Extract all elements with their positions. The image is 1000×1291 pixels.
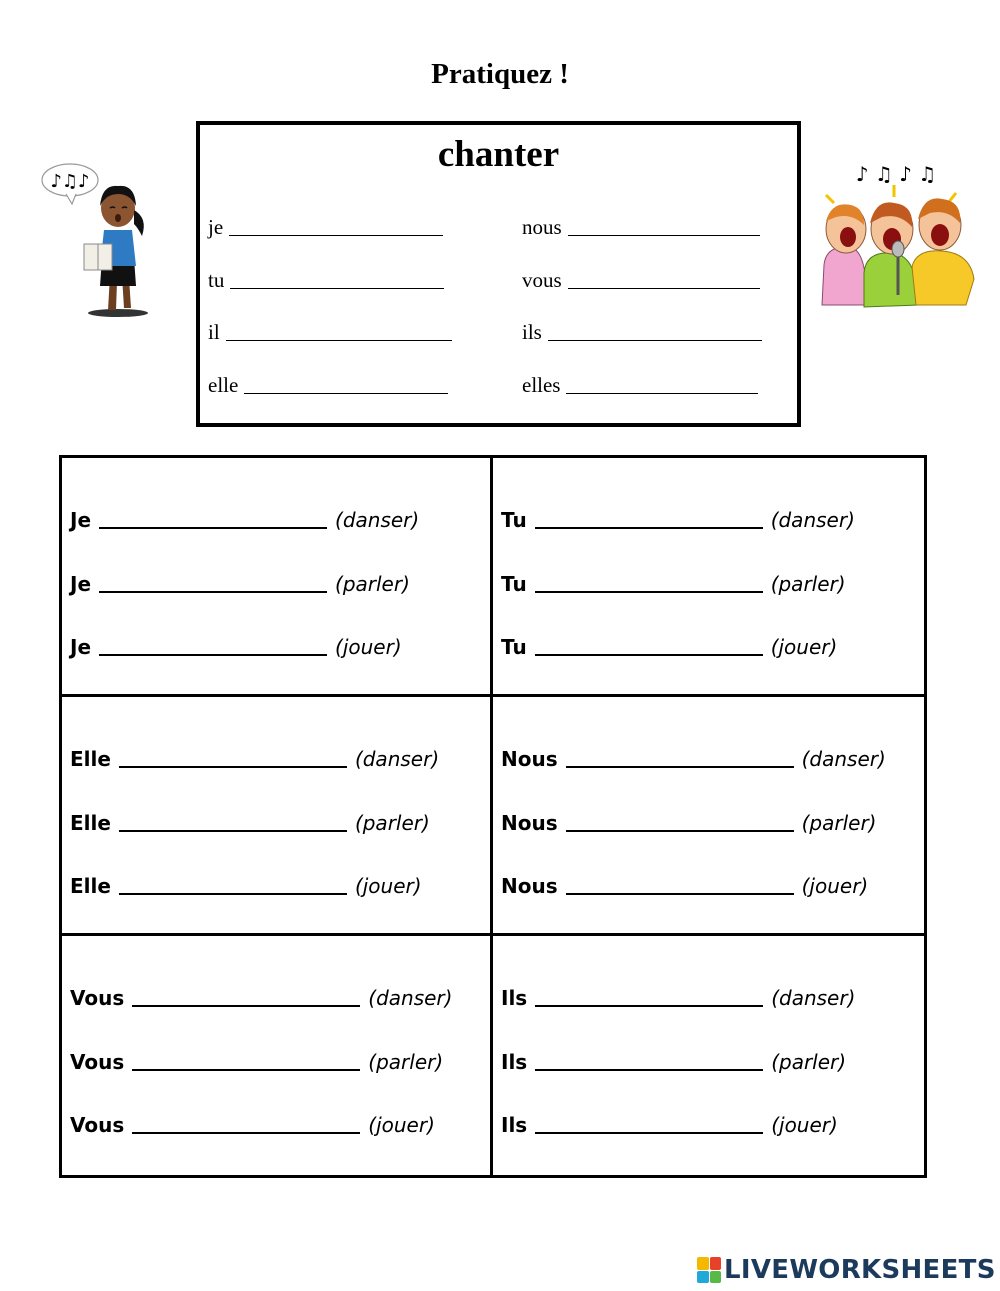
exercise-pronoun: Elle (70, 811, 111, 835)
exercise-line (70, 572, 410, 596)
exercise-cell-tu (493, 458, 924, 697)
exercise-verb: (parler) (354, 811, 430, 835)
exercise-verb: (jouer) (335, 635, 402, 659)
pronoun-label: nous (522, 215, 562, 239)
exercise-pronoun: Vous (70, 1050, 125, 1074)
exercise-line (70, 986, 452, 1010)
exercise-cell-elle (62, 697, 493, 936)
answer-blank[interactable] (566, 379, 758, 394)
answer-blank[interactable] (226, 326, 452, 341)
answer-blank[interactable] (244, 379, 448, 394)
exercise-pronoun: Nous (501, 811, 558, 835)
exercise-verb: (danser) (368, 986, 453, 1010)
exercise-line (501, 1050, 846, 1074)
exercise-line (501, 1113, 838, 1137)
exercise-line (501, 572, 846, 596)
singing-girl-illustration (38, 158, 168, 318)
logo-square (697, 1271, 709, 1284)
exercise-pronoun: Ils (501, 1113, 528, 1137)
exercise-verb: (jouer) (770, 635, 838, 659)
answer-blank[interactable] (119, 748, 347, 768)
brand-logo-icon (697, 1257, 721, 1283)
exercise-pronoun: Vous (70, 1113, 125, 1137)
brand-watermark[interactable] (697, 1255, 996, 1285)
exercise-grid (59, 455, 927, 1178)
exercise-line (70, 1113, 435, 1137)
answer-blank[interactable] (568, 274, 760, 289)
answer-blank[interactable] (229, 221, 443, 236)
exercise-pronoun: Tu (501, 572, 527, 596)
exercise-verb: (jouer) (801, 874, 869, 898)
exercise-pronoun: Je (70, 635, 92, 659)
answer-blank[interactable] (230, 274, 444, 289)
brand-name: LIVEWORKSHEETS (724, 1255, 996, 1285)
pronoun-label: ils (522, 320, 542, 344)
exercise-line (501, 811, 877, 835)
exercise-pronoun: Ils (501, 986, 528, 1010)
answer-blank[interactable] (132, 1051, 360, 1071)
answer-blank[interactable] (548, 326, 762, 341)
exercise-pronoun: Elle (70, 747, 111, 771)
answer-blank[interactable] (99, 636, 327, 656)
conj-row-tu (208, 268, 444, 293)
exercise-cell-je (62, 458, 493, 697)
exercise-line (70, 635, 402, 659)
exercise-verb: (danser) (771, 986, 856, 1010)
pronoun-label: il (208, 320, 220, 344)
exercise-verb: (parler) (771, 1050, 847, 1074)
exercise-cell-vous (62, 936, 493, 1175)
exercise-line (501, 747, 886, 771)
conj-row-vous (522, 268, 760, 293)
answer-blank[interactable] (132, 1114, 360, 1134)
answer-blank[interactable] (566, 748, 794, 768)
exercise-pronoun: Je (70, 572, 92, 596)
conjugation-verb: chanter (437, 134, 560, 175)
conj-row-elle (208, 373, 448, 398)
pronoun-label: elle (208, 373, 239, 397)
conj-row-il (208, 320, 452, 345)
page-title: Pratiquez ! (431, 58, 569, 90)
exercise-line (501, 986, 855, 1010)
exercise-line (70, 811, 430, 835)
answer-blank[interactable] (566, 875, 794, 895)
conj-row-ils (522, 320, 762, 345)
answer-blank[interactable] (99, 573, 327, 593)
exercise-pronoun: Tu (501, 635, 527, 659)
exercise-pronoun: Nous (501, 874, 558, 898)
exercise-cell-nous (493, 697, 924, 936)
exercise-verb: (parler) (368, 1050, 444, 1074)
exercise-line (70, 508, 419, 532)
exercise-verb: (parler) (770, 572, 846, 596)
pronoun-label: tu (208, 268, 225, 292)
logo-square (697, 1257, 709, 1270)
exercise-pronoun: Nous (501, 747, 558, 771)
pronoun-label: elles (522, 373, 561, 397)
exercise-line (501, 874, 868, 898)
exercise-pronoun: Elle (70, 874, 111, 898)
conjugation-box (196, 121, 801, 427)
exercise-verb: (danser) (354, 747, 440, 771)
exercise-verb: (parler) (335, 572, 410, 596)
answer-blank[interactable] (99, 509, 327, 529)
exercise-pronoun: Je (70, 508, 92, 532)
conj-row-nous (522, 215, 760, 240)
exercise-verb: (danser) (801, 747, 886, 771)
music-notes-icon: ♪ ♫ ♪ ♫ (855, 162, 937, 186)
exercise-verb: (jouer) (771, 1113, 838, 1137)
exercise-verb: (parler) (801, 811, 877, 835)
answer-blank[interactable] (566, 812, 794, 832)
answer-blank[interactable] (535, 987, 763, 1007)
music-notes-icon: ♪♫♪ (50, 171, 90, 192)
exercise-line (70, 874, 422, 898)
exercise-pronoun: Ils (501, 1050, 528, 1074)
exercise-pronoun: Vous (70, 986, 125, 1010)
answer-blank[interactable] (568, 221, 760, 236)
exercise-verb: (danser) (335, 508, 420, 532)
exercise-line (501, 635, 837, 659)
logo-square (710, 1257, 722, 1270)
singing-group-illustration (806, 155, 984, 325)
exercise-verb: (jouer) (368, 1113, 435, 1137)
exercise-pronoun: Tu (501, 508, 527, 532)
pronoun-label: vous (522, 268, 562, 292)
conj-row-je (208, 215, 443, 240)
logo-square (710, 1271, 722, 1284)
answer-blank[interactable] (535, 573, 763, 593)
answer-blank[interactable] (119, 812, 347, 832)
answer-blank[interactable] (535, 636, 763, 656)
pronoun-label: je (208, 215, 224, 239)
exercise-line (70, 747, 439, 771)
answer-blank[interactable] (119, 875, 347, 895)
answer-blank[interactable] (535, 1114, 763, 1134)
answer-blank[interactable] (132, 987, 360, 1007)
conj-row-elles (522, 373, 758, 398)
exercise-verb: (jouer) (354, 874, 422, 898)
answer-blank[interactable] (535, 1051, 763, 1071)
answer-blank[interactable] (535, 509, 763, 529)
exercise-line (501, 508, 855, 532)
exercise-line (70, 1050, 443, 1074)
exercise-verb: (danser) (770, 508, 855, 532)
exercise-cell-ils (493, 936, 924, 1175)
